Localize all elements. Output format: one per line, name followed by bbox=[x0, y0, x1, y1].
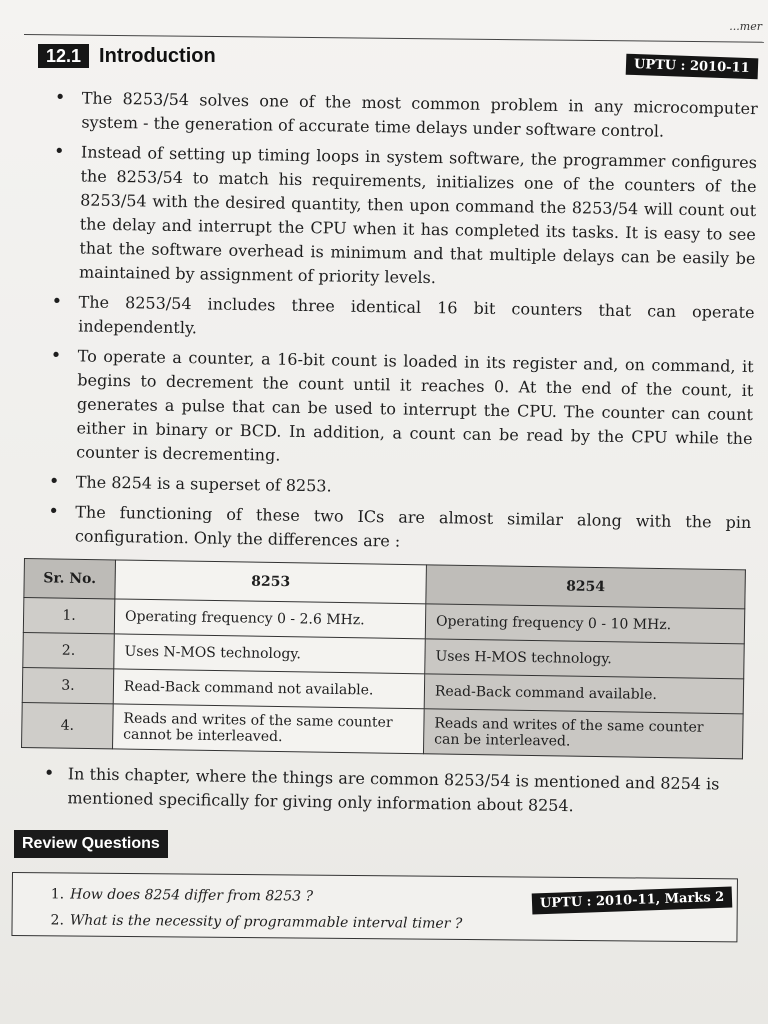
running-head: ...mer bbox=[729, 20, 762, 33]
review-question bbox=[50, 907, 462, 937]
table-cell-8254: Uses H-MOS technology. bbox=[425, 639, 745, 679]
table-cell-8254: Operating frequency 0 - 10 MHz. bbox=[425, 604, 745, 644]
section-heading bbox=[38, 44, 216, 68]
bullet-item: • The 8254 is a superset of 8253. bbox=[46, 470, 752, 505]
header-8253: 8253 bbox=[115, 560, 427, 604]
uptu-badge: UPTU : 2010-11 bbox=[626, 54, 758, 80]
table-cell-8253: Reads and writes of the same counter cannot be interleaved. bbox=[113, 704, 425, 754]
table-cell-8253: Operating frequency 0 - 2.6 MHz. bbox=[114, 599, 426, 639]
bullet-item: • The 8253/54 solves one of the most common problem in any microcomputer system - the generation of accurate time delays under software control. bbox=[51, 86, 758, 145]
bullet-item: • Instead of setting up timing loops in system software, the programmer configures the 8253/54 to match his requirements, initializes one of the counters of the 8253/54 with the desired quantity, then upon command the 8253/54 will count out the delay and interrupt the CPU when it has completed its tasks. It is easy to see that the software overhead is minimum and that multiple delays can be easily be maintained by assignment of priority levels. bbox=[49, 140, 757, 295]
review-questions-heading: Review Questions bbox=[14, 830, 168, 858]
review-question bbox=[51, 881, 463, 911]
table-cell-sr: 1. bbox=[23, 598, 115, 634]
header-rule bbox=[24, 34, 764, 43]
bullet-item: • To operate a counter, a 16-bit count is loaded in its register and, on command, it begins to decrement the count until it reaches 0. At the end of the count, it generates a pulse that can be used to interrupt the CPU. The counter can count either in binary or BCD. In addition, a count can be read by the CPU while the counter is decrementing. bbox=[46, 344, 754, 475]
closing-bullet-list bbox=[51, 762, 758, 821]
table-cell-sr: 3. bbox=[22, 667, 114, 703]
header-8254: 8254 bbox=[426, 565, 746, 609]
bullet-item: • The functioning of these two ICs are almost similar along with the pin configuration. Only the differences are : bbox=[45, 500, 752, 559]
question-number: 2. bbox=[50, 912, 65, 929]
section-title: Introduction bbox=[99, 44, 216, 67]
table-cell-8254: Read-Back command available. bbox=[424, 674, 744, 714]
table-cell-8254: Reads and writes of the same counter can be interleaved. bbox=[423, 709, 743, 759]
uptu-marks-badge: UPTU : 2010-11, Marks 2 bbox=[532, 887, 733, 915]
bullet-item: • In this chapter, where the things are common 8253/54 is mentioned and 8254 is mentioned specifically for giving only information about 8254. bbox=[51, 762, 758, 821]
section-number: 12.1 bbox=[38, 44, 89, 68]
table-cell-8253: Read-Back command not available. bbox=[113, 669, 425, 709]
question-text: What is the necessity of programmable interval timer ? bbox=[69, 912, 463, 932]
header-sr-no: Sr. No. bbox=[24, 559, 116, 599]
table-cell-8253: Uses N-MOS technology. bbox=[114, 634, 426, 674]
differences-table bbox=[21, 558, 746, 759]
table-cell-sr: 2. bbox=[23, 632, 115, 668]
intro-bullet-list bbox=[45, 86, 758, 565]
bullet-item: • The 8253/54 includes three identical 16 bit counters that can operate independently. bbox=[48, 290, 755, 349]
table-cell-sr: 4. bbox=[22, 702, 114, 748]
review-question-list bbox=[50, 881, 462, 937]
question-text: How does 8254 differ from 8253 ? bbox=[70, 886, 314, 905]
question-number: 1. bbox=[50, 886, 65, 903]
